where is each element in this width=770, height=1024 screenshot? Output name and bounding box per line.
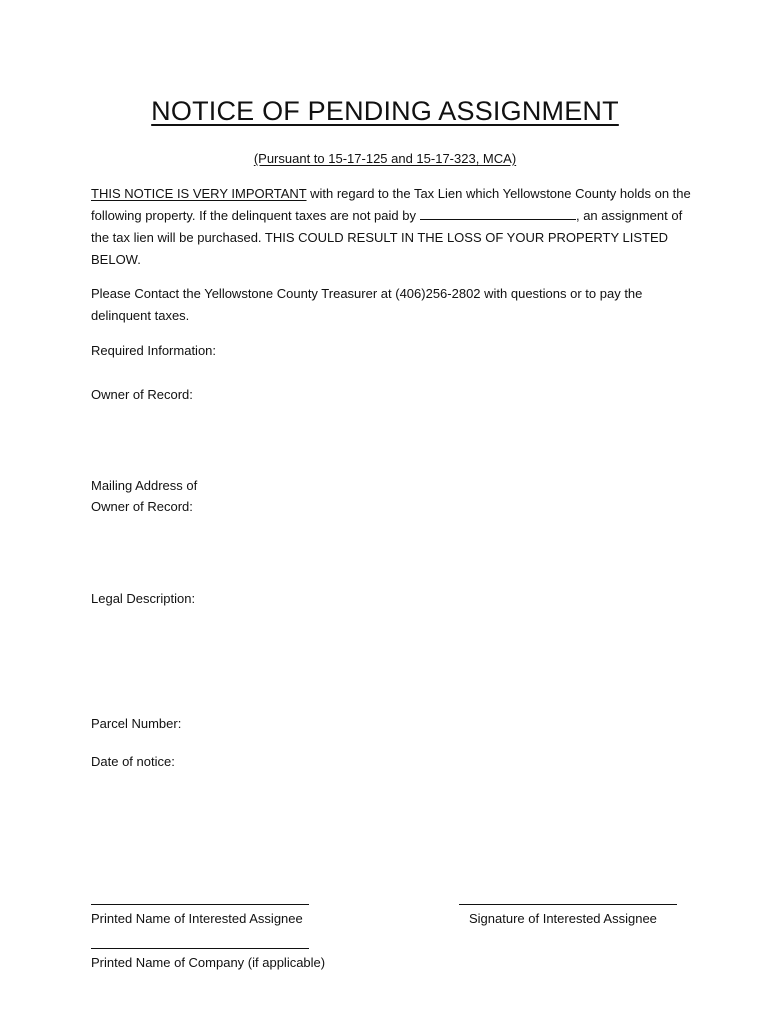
mailing-address-label [91,475,197,517]
important-notice-text: THIS NOTICE IS VERY IMPORTANT [91,186,307,201]
printed-name-company-line[interactable] [91,948,309,949]
signature-assignee-label: Signature of Interested Assignee [469,911,657,926]
mailing-address-label-line2: Owner of Record: [91,499,193,514]
document-subtitle-text: (Pursuant to 15-17-125 and 15-17-323, MCA) [253,151,517,166]
document-title-text: NOTICE OF PENDING ASSIGNMENT [151,96,619,126]
notice-text-part1: with regard to the Tax Lien which Yellowstone County holds on the following property. If the delinquent taxes are not paid by [91,186,691,223]
parcel-number-label: Parcel Number: [91,716,182,731]
printed-name-company-label: Printed Name of Company (if applicable) [91,955,326,970]
date-of-notice-label: Date of notice: [91,754,175,769]
mailing-address-label-line1: Mailing Address of [91,478,198,493]
document-title [0,96,770,127]
legal-description-label: Legal Description: [91,591,196,606]
due-date-blank[interactable] [420,207,576,220]
owner-of-record-label: Owner of Record: [91,387,193,402]
document-subtitle [0,151,770,166]
contact-paragraph: Please Contact the Yellowstone County Treasurer at (406)256-2802 with questions or to pay the delinquent taxes. [91,286,643,323]
required-information-label: Required Information: [91,343,217,358]
signature-assignee-line[interactable] [459,904,677,905]
notice-text-part2: , an assignment of the tax lien will be purchased. THIS COULD RESULT IN THE LOSS OF YOUR PROPERTY LISTED BELOW. [91,208,683,267]
printed-name-assignee-label: Printed Name of Interested Assignee [91,911,303,926]
notice-paragraph [91,183,691,271]
printed-name-assignee-line[interactable] [91,904,309,905]
